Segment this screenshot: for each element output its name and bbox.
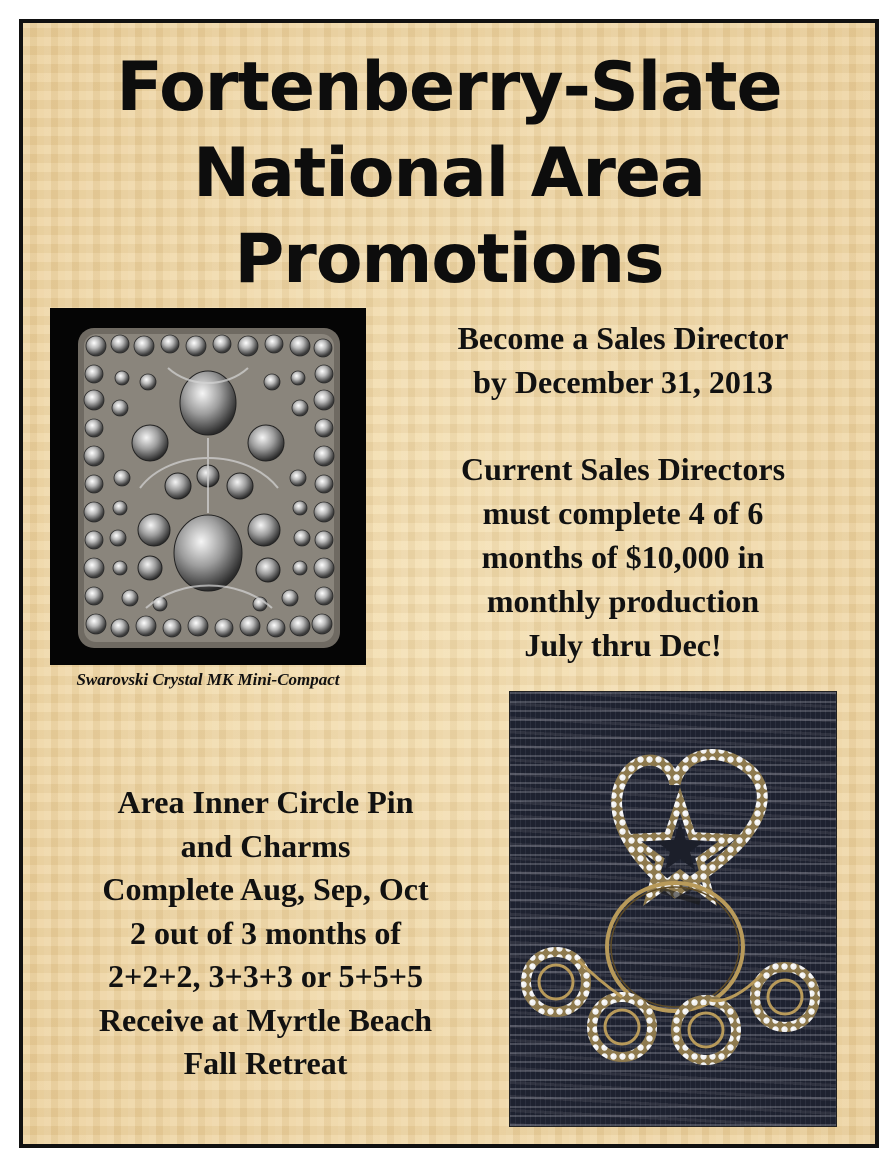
director-promo-text bbox=[393, 316, 853, 667]
circle-line-5: 2+2+2, 3+3+3 or 5+5+5 bbox=[107, 958, 424, 994]
heart-star-pin-photo bbox=[509, 691, 837, 1127]
circle-line-2: and Charms bbox=[180, 827, 351, 864]
title-line-2: National Area bbox=[193, 134, 705, 213]
current-line-4: monthly production bbox=[486, 583, 760, 619]
circle-line-6: Receive at Myrtle Beach bbox=[98, 1001, 433, 1038]
heart-star-pin-icon bbox=[510, 692, 836, 1126]
director-line-1: Become a Sales Director bbox=[457, 320, 789, 356]
current-line-1: Current Sales Directors bbox=[460, 451, 786, 487]
title-line-1: Fortenberry-Slate bbox=[116, 48, 782, 127]
crystal-compact-icon bbox=[50, 308, 366, 665]
current-line-5: July thru Dec! bbox=[524, 627, 722, 663]
current-line-2: must complete 4 of 6 bbox=[482, 495, 764, 531]
inner-circle-promo-text bbox=[43, 781, 488, 1086]
crystal-compact-photo bbox=[50, 308, 366, 665]
circle-line-4: 2 out of 3 months of bbox=[129, 914, 402, 951]
flyer bbox=[19, 19, 879, 1148]
circle-line-7: Fall Retreat bbox=[183, 1045, 348, 1081]
page-title bbox=[23, 45, 875, 303]
current-line-3: months of $10,000 in bbox=[481, 539, 765, 575]
director-line-2: by December 31, 2013 bbox=[473, 364, 773, 400]
title-line-3: Promotions bbox=[234, 220, 664, 299]
compact-caption: Swarovski Crystal MK Mini-Compact bbox=[76, 670, 340, 689]
circle-line-3: Complete Aug, Sep, Oct bbox=[102, 871, 429, 907]
circle-line-1: Area Inner Circle Pin bbox=[117, 784, 414, 820]
